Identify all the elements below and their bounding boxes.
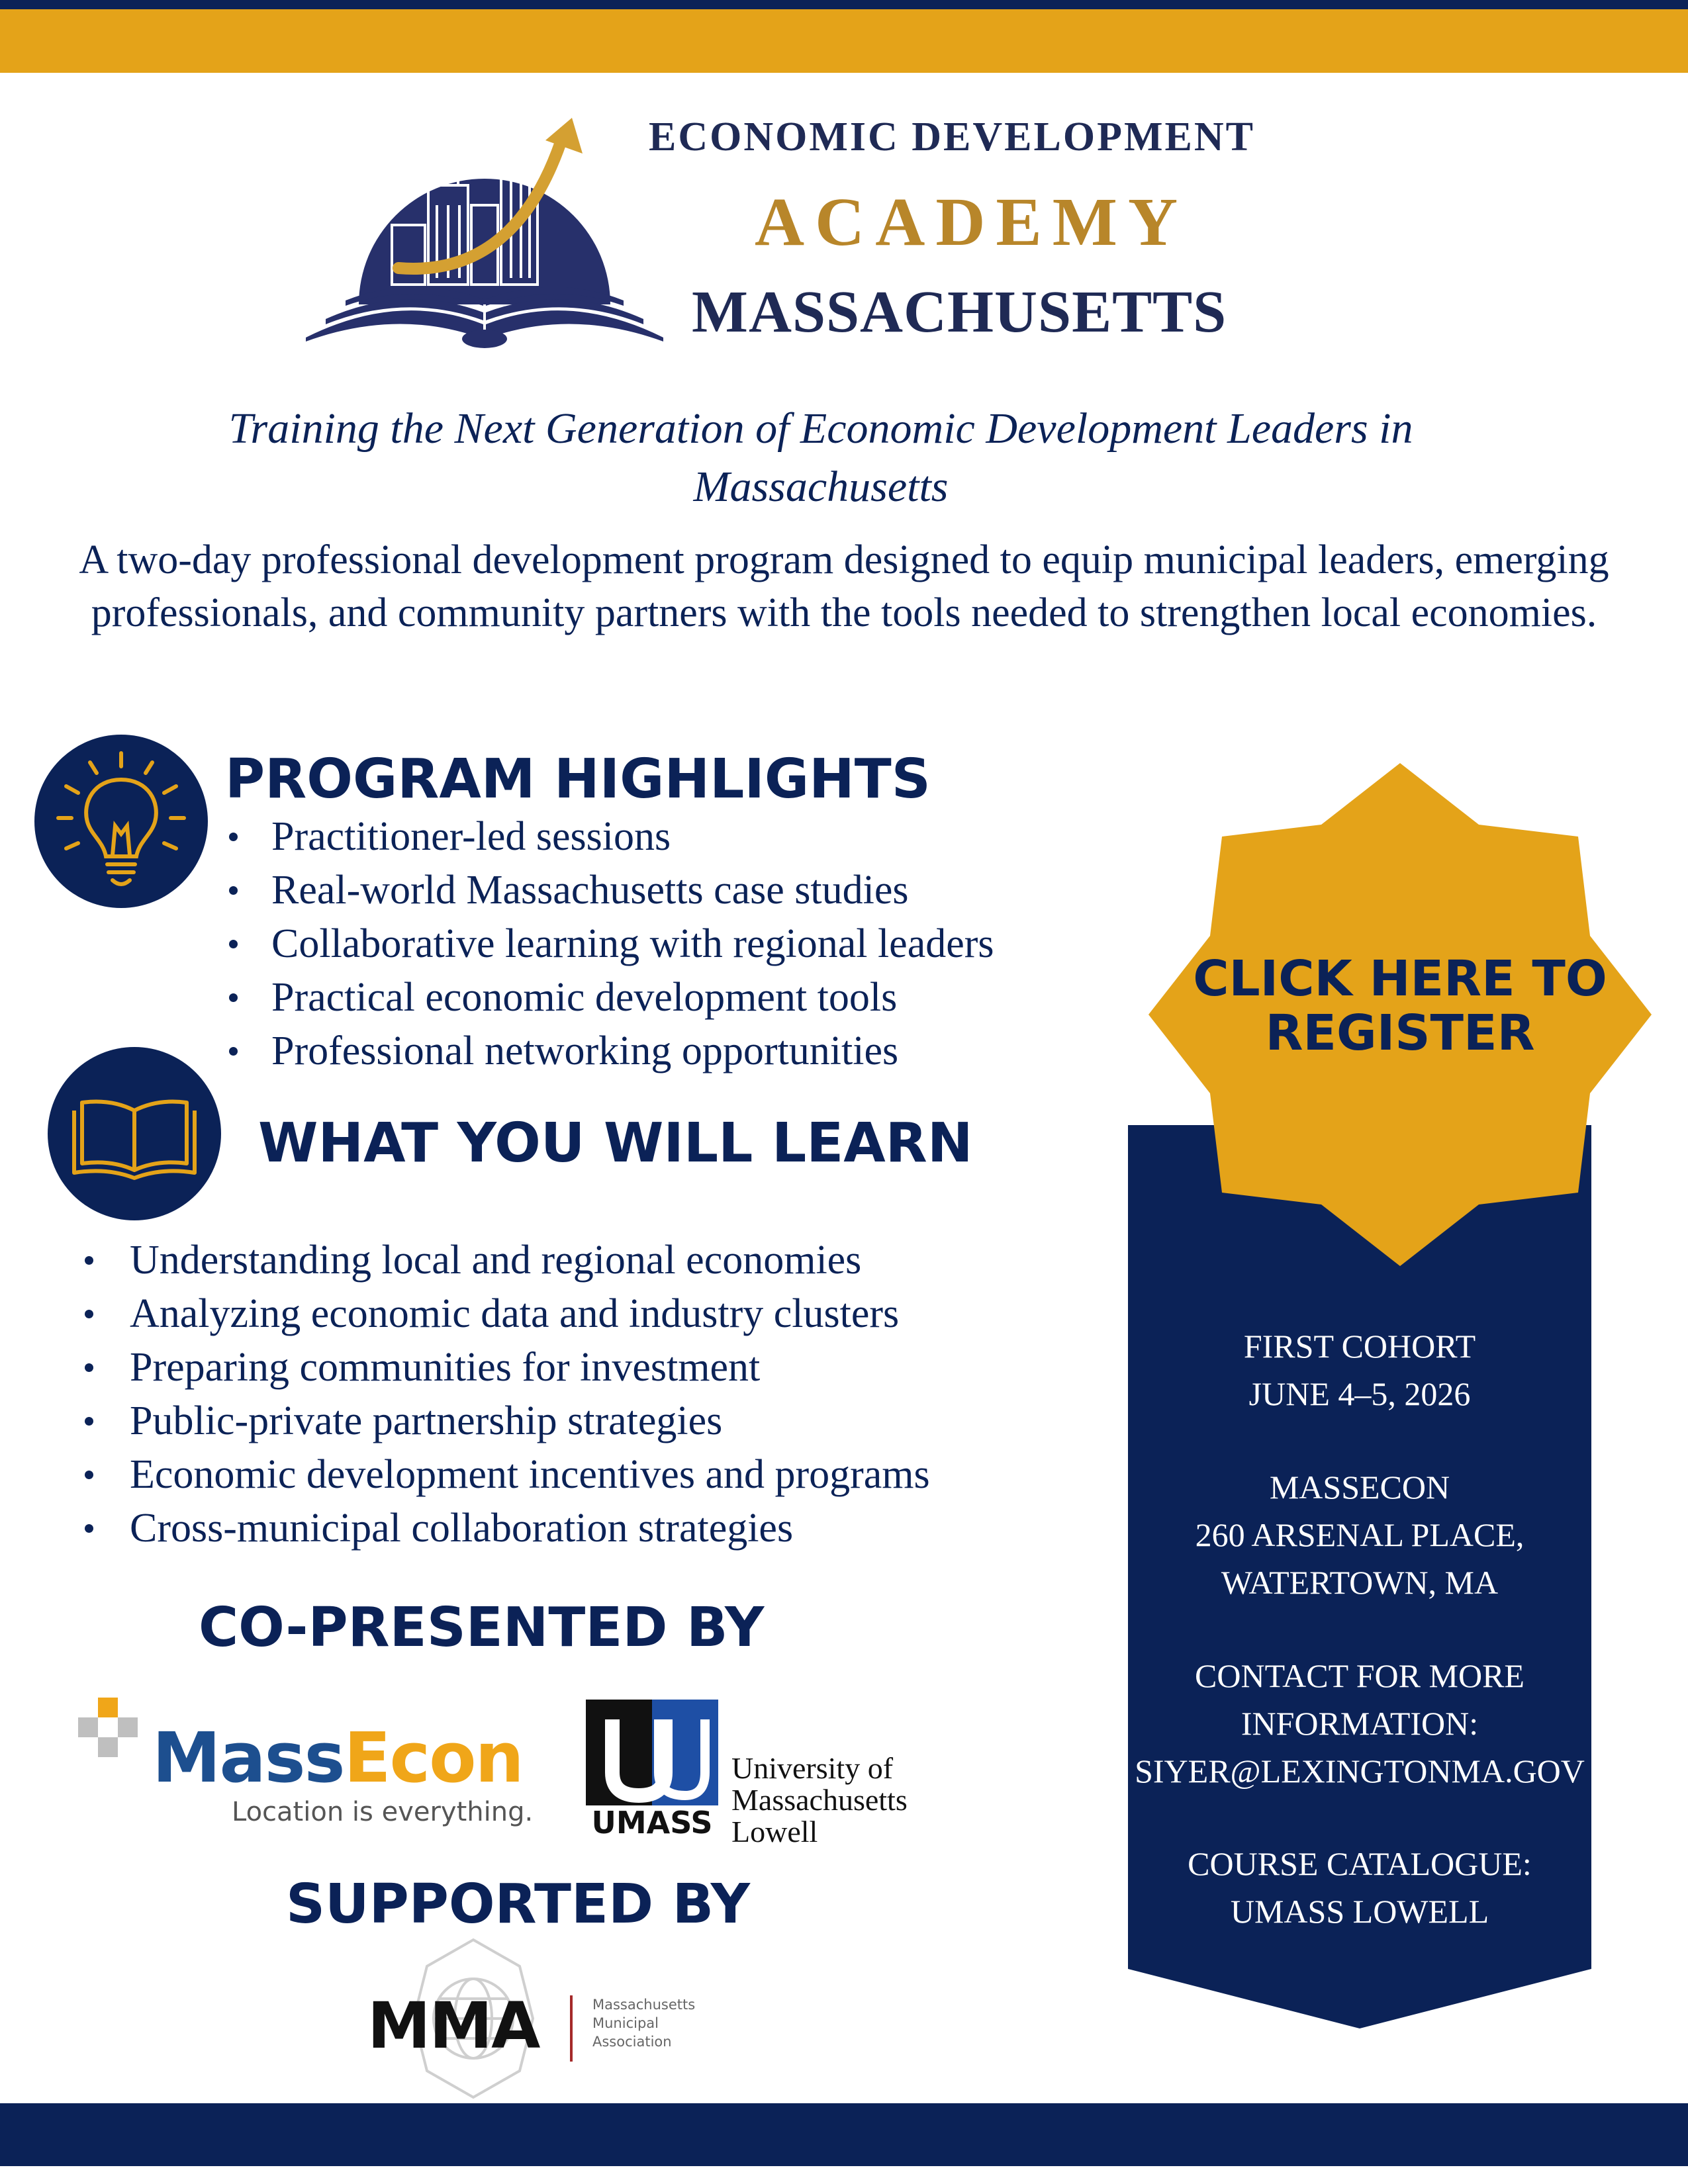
course-catalogue-info xyxy=(1128,1840,1591,1935)
massecon-cross-icon xyxy=(78,1698,138,1757)
umass-mark-icon xyxy=(586,1700,718,1839)
list-item: Preparing communities for investment xyxy=(130,1341,930,1394)
contact-email-link[interactable]: SIYER@LEXINGTONMA.GOV xyxy=(1135,1752,1585,1790)
contact-label-line2: INFORMATION: xyxy=(1241,1705,1479,1742)
program-highlights-heading: PROGRAM HIGHLIGHTS xyxy=(225,748,931,811)
open-book-icon xyxy=(48,1047,221,1220)
list-item: Practical economic development tools xyxy=(271,971,994,1024)
massecon-wordmark-mass: Mass xyxy=(152,1717,344,1798)
umass-university-name xyxy=(731,1752,908,1848)
massecon-wordmark-econ: Econ xyxy=(344,1717,523,1798)
massecon-wordmark xyxy=(152,1717,523,1798)
co-presented-heading: CO-PRESENTED BY xyxy=(199,1596,765,1659)
massecon-tagline: Location is everything. xyxy=(232,1797,534,1827)
tagline: Training the Next Generation of Economic Development Leaders in Massachusetts xyxy=(228,404,1413,511)
supported-by-heading: SUPPORTED BY xyxy=(286,1873,750,1936)
contact-label-line1: CONTACT FOR MORE xyxy=(1195,1657,1524,1694)
list-item: Practitioner-led sessions xyxy=(271,810,994,864)
top-navy-band xyxy=(0,0,1688,9)
umass-line2: Massachusetts xyxy=(731,1783,908,1817)
first-cohort-label: FIRST COHORT xyxy=(1243,1328,1476,1365)
top-gold-band xyxy=(0,9,1688,73)
course-catalogue-label: COURSE CATALOGUE: xyxy=(1188,1845,1532,1882)
list-item: Economic development incentives and programs xyxy=(130,1448,930,1502)
academy-logo-icon xyxy=(299,106,670,351)
venue-name: MASSECON xyxy=(1269,1469,1450,1506)
list-item: Cross-municipal collaboration strategies xyxy=(130,1502,930,1555)
mma-line1: Massachusetts xyxy=(592,1997,696,2013)
logo-text-academy: ACADEMY xyxy=(755,184,1189,260)
what-you-will-learn-heading: WHAT YOU WILL LEARN xyxy=(258,1112,973,1175)
logo-text-economic-development: ECONOMIC DEVELOPMENT xyxy=(649,114,1255,159)
list-item: Professional networking opportunities xyxy=(271,1024,994,1078)
massecon-logo xyxy=(78,1698,555,1830)
list-item: Analyzing economic data and industry clusters xyxy=(130,1287,930,1341)
intro-paragraph: A two-day professional development program designed to equip municipal leaders, emerging professionals, and community partners with the tools needed to strengthen local economies. xyxy=(79,537,1609,635)
venue-city: WATERTOWN, MA xyxy=(1221,1564,1499,1601)
mma-line3: Association xyxy=(592,2034,672,2050)
contact-info xyxy=(1128,1652,1591,1795)
register-button[interactable]: CLICK HERE TO REGISTER xyxy=(1193,950,1607,1062)
lightbulb-icon xyxy=(34,735,208,908)
list-item: Collaborative learning with regional leaders xyxy=(271,917,994,971)
logo-text-massachusetts: MASSACHUSETTS xyxy=(692,279,1227,345)
umass-lowell-logo xyxy=(586,1700,957,1848)
list-item: Real-world Massachusetts case studies xyxy=(271,864,994,917)
mma-logo xyxy=(367,1936,738,2101)
mma-line2: Municipal xyxy=(592,2015,659,2031)
what-you-will-learn-list xyxy=(130,1234,930,1555)
bottom-navy-band xyxy=(0,2103,1688,2166)
list-item: Public-private partnership strategies xyxy=(130,1394,930,1448)
umass-line3: Lowell xyxy=(731,1815,818,1848)
umass-wordmark: UMASS xyxy=(591,1805,713,1839)
mma-full-name xyxy=(592,1995,695,2051)
course-catalogue-link[interactable]: UMASS LOWELL xyxy=(1230,1893,1489,1930)
list-item: Understanding local and regional economies xyxy=(130,1234,930,1287)
umass-line1: University of xyxy=(731,1751,894,1785)
program-highlights-list xyxy=(271,810,994,1078)
mma-acronym: MMA xyxy=(367,1989,539,2063)
mma-divider xyxy=(570,1995,573,2062)
venue-street: 260 ARSENAL PLACE, xyxy=(1195,1516,1524,1553)
first-cohort-dates: JUNE 4–5, 2026 xyxy=(1248,1375,1471,1412)
first-cohort-info xyxy=(1128,1322,1591,1418)
venue-info xyxy=(1128,1463,1591,1606)
